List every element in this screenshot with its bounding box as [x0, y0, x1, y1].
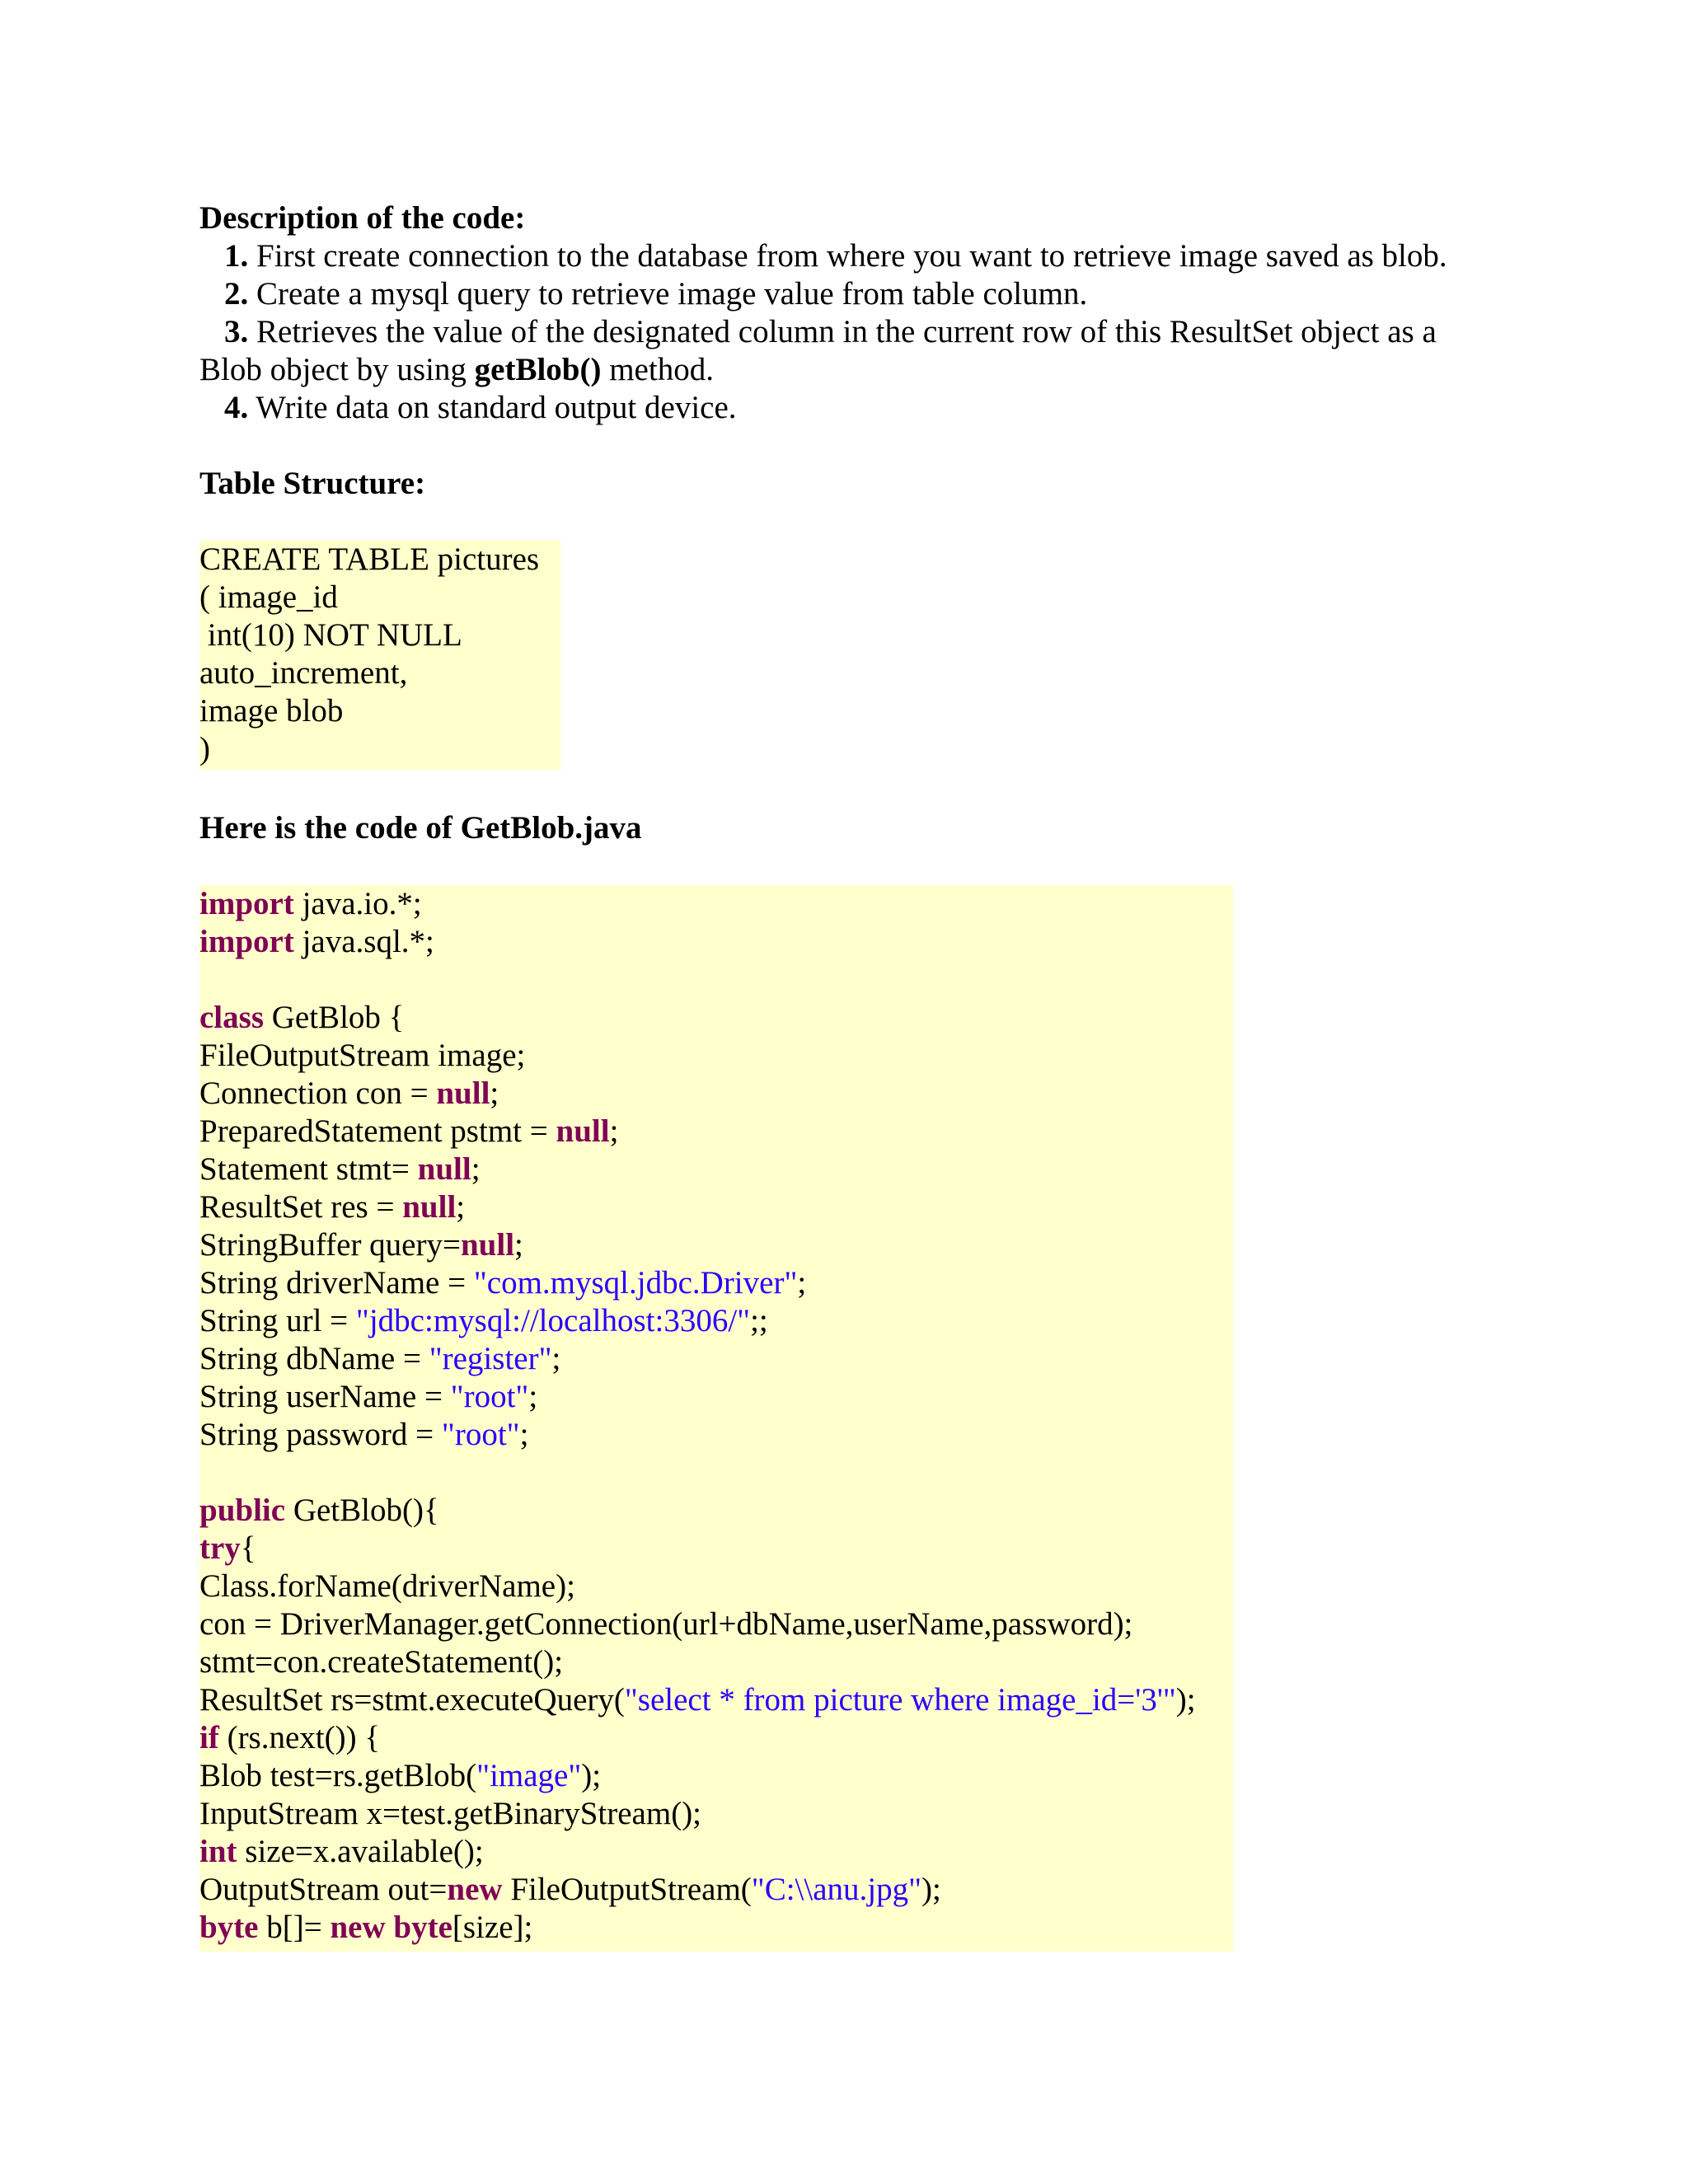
code-line [199, 1378, 537, 1416]
code-string: "com.mysql.jdbc.Driver" [473, 1265, 798, 1301]
code-text: PreparedStatement pstmt = [199, 1113, 556, 1149]
step-text: Blob object by using [199, 352, 475, 387]
code-line [199, 1264, 806, 1302]
code-line [199, 1909, 532, 1947]
code-text: Class.forName(driverName); [199, 1568, 575, 1604]
table-structure-line: image blob [199, 693, 344, 729]
code-line [199, 885, 422, 923]
code-text: ); [921, 1872, 941, 1907]
code-keyword: null [402, 1189, 457, 1225]
code-text: GetBlob { [264, 1000, 405, 1035]
code-text: ; [528, 1379, 538, 1414]
code-string: "select * from picture where image_id='3'" [624, 1682, 1176, 1718]
code-text: FileOutputStream( [502, 1872, 752, 1907]
table-structure-line: int(10) NOT NULL [199, 617, 462, 653]
code-line [199, 1795, 701, 1833]
description-heading: Description of the code: [199, 200, 526, 236]
code-keyword: import [199, 924, 294, 959]
description-step-3-continued [199, 351, 714, 389]
code-keyword: null [436, 1076, 490, 1111]
code-text: ResultSet res = [199, 1189, 403, 1225]
step-text: Retrieves the value of the designated column in the current row of this ResultSet object as a [248, 314, 1437, 349]
step-number: 3. [224, 314, 249, 349]
code-keyword: public [199, 1493, 286, 1528]
code-keyword: if [199, 1720, 219, 1755]
code-line [199, 1037, 525, 1075]
description-step-4 [224, 389, 737, 427]
code-text: [size]; [452, 1910, 533, 1945]
code-line [199, 1416, 528, 1454]
code-line [199, 1568, 575, 1605]
code-keyword: try [199, 1530, 241, 1566]
code-text: ; [551, 1341, 561, 1376]
step-text: Create a mysql query to retrieve image value from table column. [248, 276, 1088, 312]
code-line [199, 1681, 1196, 1719]
table-structure-line: CREATE TABLE pictures [199, 541, 540, 577]
step-number: 1. [224, 238, 249, 274]
code-text: ;; [750, 1303, 768, 1338]
code-line [199, 1302, 768, 1340]
code-text: Connection con = [199, 1076, 437, 1111]
code-string: "root" [450, 1379, 529, 1414]
table-structure-line: ) [199, 731, 210, 766]
code-text: ); [1175, 1682, 1196, 1718]
code-keyword: null [556, 1113, 610, 1149]
table-structure-heading: Table Structure: [199, 466, 426, 501]
code-text: String userName = [199, 1379, 451, 1414]
description-step-2 [224, 275, 1087, 313]
code-line [199, 1492, 439, 1530]
step-number: 4. [224, 390, 249, 425]
code-text: String driverName = [199, 1265, 474, 1301]
code-heading: Here is the code of GetBlob.java [199, 810, 642, 846]
code-text: ; [471, 1151, 481, 1187]
code-text: stmt=con.createStatement(); [199, 1644, 564, 1680]
code-text: String url = [199, 1303, 356, 1338]
code-text: ; [490, 1076, 499, 1111]
code-text: ResultSet rs=stmt.executeQuery( [199, 1682, 625, 1718]
step-text: Write data on standard output device. [248, 390, 737, 425]
code-text: { [240, 1530, 256, 1566]
description-step-1 [224, 237, 1447, 275]
code-text: (rs.next()) { [218, 1720, 381, 1755]
code-text: ; [456, 1189, 466, 1225]
code-line [199, 1530, 256, 1568]
code-string: "register" [429, 1341, 552, 1376]
description-step-3 [224, 313, 1437, 351]
step-number: 2. [224, 276, 249, 312]
code-string: "jdbc:mysql://localhost:3306/" [355, 1303, 751, 1338]
code-text: String password = [199, 1417, 442, 1452]
code-text [386, 1910, 394, 1945]
step-text: First create connection to the database from where you want to retrieve image saved as blob. [248, 238, 1447, 274]
code-line [199, 1833, 484, 1871]
code-keyword: import [199, 886, 294, 921]
table-structure-line: ( image_id [199, 579, 338, 615]
code-keyword: null [460, 1227, 515, 1263]
code-line [199, 1605, 1132, 1643]
code-line [199, 1188, 465, 1226]
code-keyword: new [330, 1910, 386, 1945]
code-line [199, 1643, 563, 1681]
code-text: InputStream x=test.getBinaryStream(); [199, 1796, 702, 1831]
code-text: ; [609, 1113, 619, 1149]
code-text: ; [797, 1265, 807, 1301]
code-text: ; [514, 1227, 523, 1263]
code-line [199, 1719, 380, 1757]
code-text: OutputStream out= [199, 1872, 448, 1907]
code-line [199, 1226, 523, 1264]
code-string: "C:\\anu.jpg" [751, 1872, 922, 1907]
code-line [199, 1113, 618, 1151]
code-text: ); [581, 1758, 602, 1793]
step-text: method. [601, 352, 714, 387]
code-text: java.io.*; [293, 886, 422, 921]
method-name: getBlob() [474, 352, 602, 387]
code-text: ; [519, 1417, 529, 1452]
code-line [199, 1871, 941, 1909]
code-keyword: class [199, 1000, 264, 1035]
code-text: size=x.available(); [237, 1834, 484, 1869]
code-text: Blob test=rs.getBlob( [199, 1758, 477, 1793]
code-line [199, 1075, 499, 1113]
code-line [199, 923, 434, 961]
code-keyword: byte [393, 1910, 452, 1945]
code-line [199, 1340, 560, 1378]
code-text: FileOutputStream image; [199, 1038, 526, 1073]
code-keyword: byte [199, 1910, 259, 1945]
code-keyword: null [417, 1151, 471, 1187]
code-text: StringBuffer query= [199, 1227, 461, 1263]
code-text: String dbName = [199, 1341, 429, 1376]
code-keyword: int [199, 1834, 237, 1869]
code-line [199, 1757, 601, 1795]
code-text: b[]= [258, 1910, 331, 1945]
code-text: Statement stmt= [199, 1151, 418, 1187]
code-text: con = DriverManager.getConnection(url+dbName,userName,password); [199, 1606, 1133, 1642]
code-text: java.sql.*; [293, 924, 434, 959]
code-line [199, 1151, 481, 1188]
code-text: GetBlob(){ [285, 1493, 439, 1528]
code-string: "image" [476, 1758, 582, 1793]
code-keyword: new [447, 1872, 503, 1907]
code-string: "root" [441, 1417, 520, 1452]
table-structure-line: auto_increment, [199, 655, 408, 691]
code-line [199, 999, 404, 1037]
